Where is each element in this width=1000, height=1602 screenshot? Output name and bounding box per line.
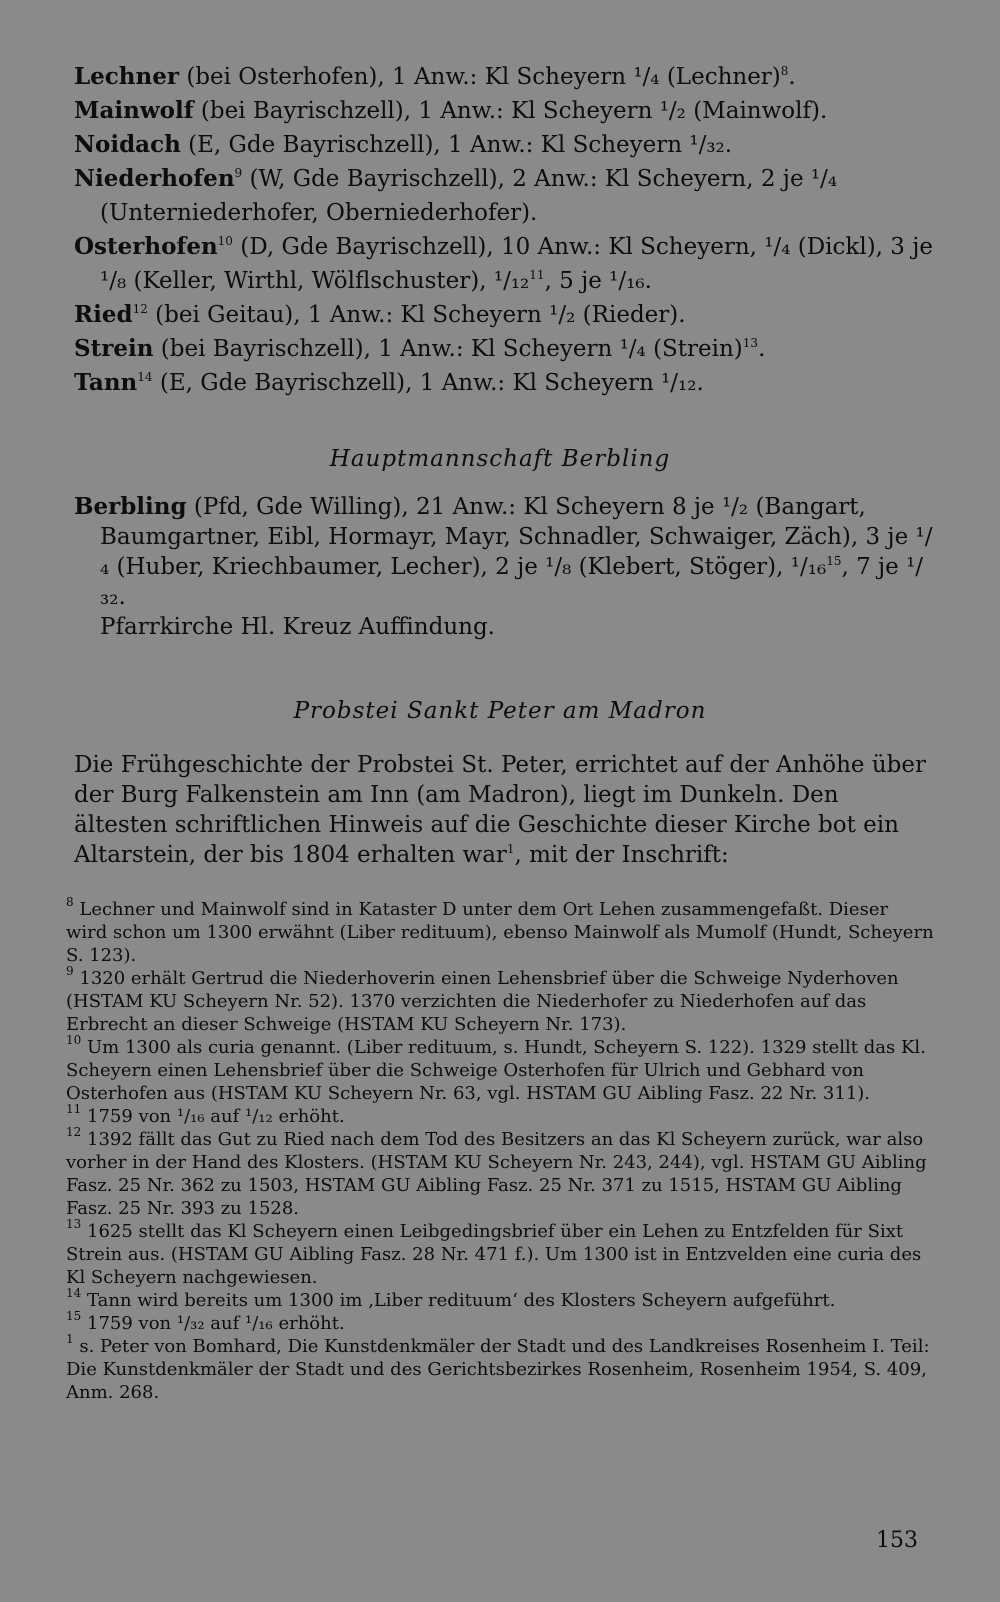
entry-name: Niederhofen — [74, 165, 235, 192]
entry-name: Mainwolf — [74, 97, 194, 124]
entry-text: (D, Gde Bayrischzell), 10 Anw.: Kl Scheyern, ¹/₄ (Dickl), 3 je ¹/₈ (Keller, Wirthl, Wölflschuster), ¹/₁₂ — [100, 234, 933, 294]
intro-text: Die Frühgeschichte der Probstei St. Peter, errichtet auf der Anhöhe über der Burg Falkenstein am Inn (am Madron), liegt im Dunkeln. Den ältesten schriftlichen Hinweis auf die Geschichte dieser Kirche bot ein Altarstein, der bis 1804 erhalten war — [74, 752, 926, 868]
entry-name: Ried — [74, 301, 133, 328]
footnote-1 — [66, 1332, 934, 1404]
section-heading-probstei: Probstei Sankt Peter am Madron — [293, 698, 707, 724]
footnote-text: Um 1300 als curia genannt. (Liber redituum, s. Hundt, Scheyern S. 122). 1329 stellt das Kl. Scheyern einen Lehensbrief über die Schweige Osterhofen für Ulrich und Gebhard von Osterhofen aus (HSTAM KU Scheyern Nr. 63, vgl. HSTAM GU Aibling Fasz. 22 Nr. 311). — [66, 1037, 926, 1104]
footnote-number: 9 — [66, 964, 74, 978]
entry-text-end: . — [788, 64, 796, 90]
footnote-ref: 9 — [234, 166, 243, 180]
footnote-text: s. Peter von Bomhard, Die Kunstdenkmäler der Stadt und des Landkreises Rosenheim I. Teil: Die Kunstdenkmäler der Stadt und des Gerichtsbezirkes Rosenheim, Rosenheim 1954, S. 409, Anm. 268. — [66, 1336, 930, 1403]
footnote-number: 12 — [66, 1125, 82, 1139]
church-line: Pfarrkirche Hl. Kreuz Auffindung. — [100, 614, 495, 640]
footnote-number: 13 — [66, 1217, 82, 1231]
footnote-ref: 8 — [780, 64, 789, 78]
entry-name: Strein — [74, 335, 154, 362]
entry-text: (Pfd, Gde Willing), 21 Anw.: Kl Scheyern 8 je ¹/₂ (Bangart, Baumgartner, Eibl, Hormayr, Mayr, Schnadler, Schwaiger, Zäch), 3 je ¹/₄ (Huber, Kriechbaumer, Lecher), 2 je ¹/₈ (Klebert, Stöger), ¹/₁₆ — [100, 494, 933, 580]
entry-text: (W, Gde Bayrischzell), 2 Anw.: Kl Scheyern, 2 je ¹/₄ (Unterniederhofer, Oberniederhofer). — [100, 166, 838, 226]
entry-name: Osterhofen — [74, 233, 218, 260]
footnote-ref: 12 — [132, 302, 148, 316]
intro-paragraph — [74, 750, 934, 870]
entry-text-end: . — [758, 336, 766, 362]
place-entries — [74, 60, 934, 400]
intro-text-end: , mit der Inschrift: — [514, 842, 729, 868]
footnote-13 — [66, 1217, 934, 1289]
entry-tann — [74, 366, 934, 400]
entry-ried — [74, 298, 934, 332]
entry-text: (E, Gde Bayrischzell), 1 Anw.: Kl Scheyern ¹/₃₂. — [180, 132, 733, 158]
entry-strein — [74, 332, 934, 366]
footnote-15 — [66, 1309, 934, 1335]
entry-text: (bei Osterhofen), 1 Anw.: Kl Scheyern ¹/₄ (Lechner) — [179, 64, 781, 90]
entry-mainwolf — [74, 94, 934, 128]
footnote-12 — [66, 1125, 934, 1220]
footnote-ref: 11 — [529, 268, 545, 282]
entry-text-end: , 5 je ¹/₁₆. — [544, 268, 652, 294]
entry-text: (bei Geitau), 1 Anw.: Kl Scheyern ¹/₂ (Rieder). — [147, 302, 686, 328]
footnote-text: Lechner und Mainwolf sind in Kataster D unter dem Ort Lehen zusammengefaßt. Dieser wird schon um 1300 erwähnt (Liber redituum), ebenso Mainwolf als Mumolf (Hundt, Scheyern S. 123). — [66, 899, 934, 966]
footnote-10 — [66, 1033, 934, 1105]
berbling-text — [74, 492, 934, 612]
footnote-ref: 10 — [217, 234, 233, 248]
entry-name: Noidach — [74, 131, 181, 158]
footnote-8 — [66, 895, 934, 967]
footnote-number: 1 — [66, 1332, 74, 1346]
footnote-number: 10 — [66, 1033, 82, 1047]
footnote-text: 1759 von ¹/₁₆ auf ¹/₁₂ erhöht. — [87, 1106, 345, 1127]
footnotes — [66, 895, 934, 1404]
entry-text: (E, Gde Bayrischzell), 1 Anw.: Kl Scheyern ¹/₁₂. — [152, 370, 704, 396]
footnote-text: Tann wird bereits um 1300 im ‚Liber redituum‘ des Klosters Scheyern aufgeführt. — [87, 1290, 836, 1311]
entry-noidach — [74, 128, 934, 162]
entry-name: Lechner — [74, 63, 180, 90]
footnote-text: 1320 erhält Gertrud die Niederhoverin einen Lehensbrief über die Schweige Nyderhoven (HSTAM KU Scheyern Nr. 52). 1370 verzichten die Niederhofer zu Niederhofen auf das Erbrecht an dieser Schweige (HSTAM KU Scheyern Nr. 173). — [66, 968, 899, 1035]
entry-text: (bei Bayrischzell), 1 Anw.: Kl Scheyern ¹/₄ (Strein) — [153, 336, 743, 362]
footnote-number: 11 — [66, 1102, 82, 1116]
entry-name: Berbling — [74, 493, 187, 520]
footnote-ref: 13 — [742, 336, 759, 350]
entry-text: (bei Bayrischzell), 1 Anw.: Kl Scheyern ¹/₂ (Mainwolf). — [193, 98, 828, 124]
footnote-ref: 1 — [506, 842, 515, 856]
footnote-ref: 15 — [826, 554, 842, 568]
entry-lechner — [74, 60, 934, 94]
entry-osterhofen — [74, 230, 934, 298]
entry-niederhofen — [74, 162, 934, 230]
footnote-number: 15 — [66, 1309, 82, 1323]
entry-name: Tann — [74, 369, 138, 396]
footnote-9 — [66, 964, 934, 1036]
entry-berbling — [74, 492, 934, 642]
footnote-ref: 14 — [137, 370, 153, 384]
footnote-number: 14 — [66, 1286, 82, 1300]
page-number: 153 — [876, 1528, 918, 1553]
footnote-text: 1625 stellt das Kl Scheyern einen Leibgedingsbrief über ein Lehen zu Entzfelden für Sixt Strein aus. (HSTAM GU Aibling Fasz. 28 Nr. 471 f.). Um 1300 ist in Entzvelden eine curia des Kl Scheyern nachgewiesen. — [66, 1221, 922, 1288]
section-heading-hauptmannschaft: Hauptmannschaft Berbling — [329, 446, 671, 472]
entry-text-end: , 7 je ¹/₃₂. — [100, 554, 924, 610]
footnote-14 — [66, 1286, 934, 1312]
footnote-11 — [66, 1102, 934, 1128]
footnote-text: 1759 von ¹/₃₂ auf ¹/₁₆ erhöht. — [87, 1313, 345, 1334]
footnote-number: 8 — [66, 895, 74, 909]
footnote-text: 1392 fällt das Gut zu Ried nach dem Tod des Besitzers an das Kl Scheyern zurück, war also vorher in der Hand des Klosters. (HSTAM KU Scheyern Nr. 243, 244), vgl. HSTAM GU Aibling Fasz. 25 Nr. 362 zu 1503, HSTAM GU Aibling Fasz. 25 Nr. 371 zu 1515, HSTAM GU Aibling Fasz. 25 Nr. 393 zu 1528. — [66, 1129, 927, 1219]
